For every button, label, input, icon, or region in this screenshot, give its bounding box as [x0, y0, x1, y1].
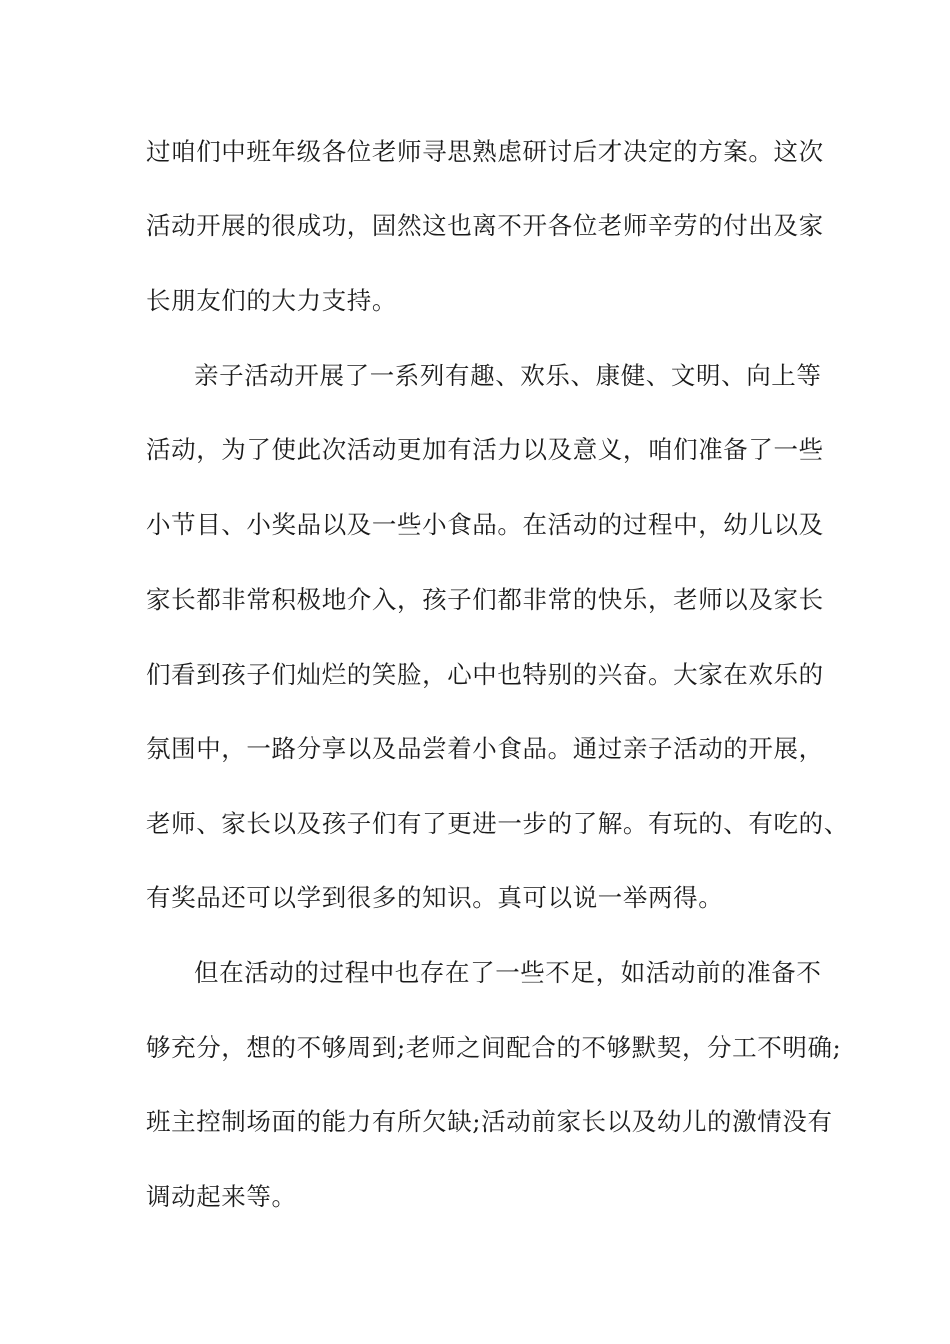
text-line: 活动开展的很成功，固然这也离不开各位老师辛劳的付出及家	[146, 211, 824, 240]
text-line: 们看到孩子们灿烂的笑脸，心中也特别的兴奋。大家在欢乐的	[146, 660, 824, 689]
text-line: 够充分，想的不够周到;老师之间配合的不够默契，分工不明确;	[146, 1033, 842, 1062]
text-line: 老师、家长以及孩子们有了更进一步的了解。有玩的、有吃的、	[146, 809, 849, 838]
text-line: 调动起来等。	[146, 1182, 297, 1211]
text-line: 家长都非常积极地介入，孩子们都非常的快乐，老师以及家长	[146, 585, 824, 614]
text-line: 长朋友们的大力支持。	[146, 286, 397, 315]
paragraph-first-line: 亲子活动开展了一系列有趣、欢乐、康健、文明、向上等	[194, 361, 822, 390]
text-line: 氛围中，一路分享以及品尝着小食品。通过亲子活动的开展，	[146, 734, 824, 763]
text-line: 活动，为了使此次活动更加有活力以及意义，咱们准备了一些	[146, 435, 824, 464]
text-line: 有奖品还可以学到很多的知识。真可以说一举两得。	[146, 883, 724, 912]
paragraph-first-line: 但在活动的过程中也存在了一些不足，如活动前的准备不	[194, 958, 822, 987]
text-line: 小节目、小奖品以及一些小食品。在活动的过程中，幼儿以及	[146, 510, 824, 539]
text-line: 过咱们中班年级各位老师寻思熟虑研讨后才决定的方案。这次	[146, 137, 824, 166]
text-line: 班主控制场面的能力有所欠缺;活动前家长以及幼儿的激情没有	[146, 1107, 833, 1136]
